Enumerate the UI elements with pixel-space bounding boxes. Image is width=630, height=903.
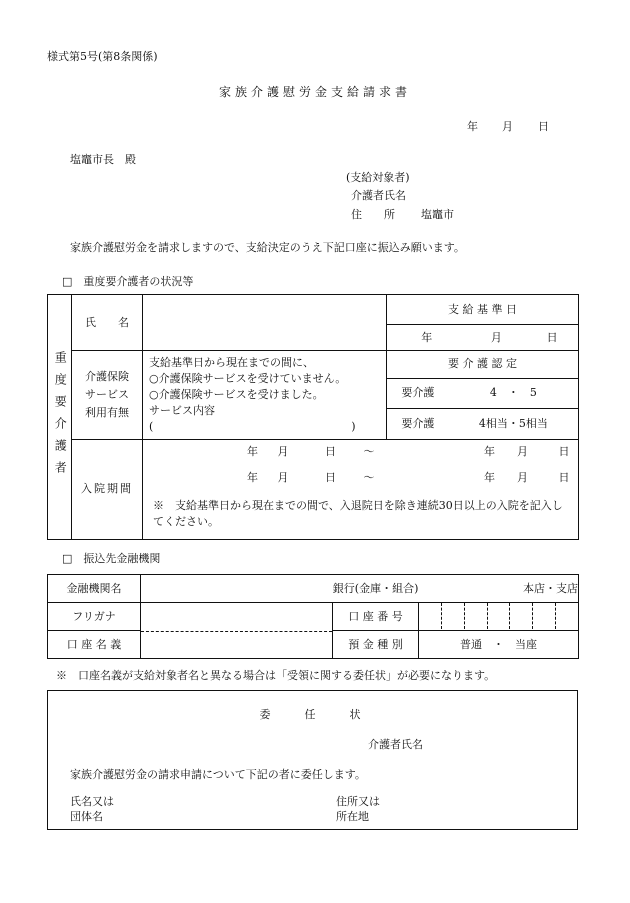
furigana-label: フリガナ bbox=[72, 609, 116, 623]
period-2-end-year: 年 bbox=[484, 470, 495, 484]
base-date-field[interactable] bbox=[387, 325, 579, 351]
period-2-start-month: 月 bbox=[277, 470, 289, 484]
period-1-end-month: 月 bbox=[517, 444, 528, 458]
request-text: 家族介護慰労金を請求しますので、支給決定のうえ下記口座に振込み願います。 bbox=[70, 241, 465, 254]
period-2-start-day: 日 bbox=[325, 470, 336, 484]
date-month-label: 月 bbox=[502, 120, 513, 133]
account-name-label: 口 座 名 義 bbox=[66, 637, 122, 651]
proxy-name-label-2: 団体名 bbox=[70, 810, 103, 823]
deposit-type-label: 預 金 種 別 bbox=[348, 637, 403, 651]
period-1-start-year: 年 bbox=[247, 444, 258, 458]
inst-label-cell bbox=[48, 575, 141, 603]
date-year-label: 年 bbox=[467, 120, 478, 133]
inst-label: 金融機関名 bbox=[66, 581, 122, 595]
base-date-label: 支 給 基 準 日 bbox=[448, 302, 517, 316]
proxy-title: 委 任 状 bbox=[259, 708, 365, 721]
insurance-label-3: 利用有無 bbox=[85, 405, 129, 419]
period-2-end-month: 月 bbox=[517, 470, 528, 484]
care-level-row-2[interactable] bbox=[387, 409, 579, 440]
insurance-option-no[interactable]: ○介護保険サービスを受けていません。 bbox=[149, 371, 347, 385]
insurance-label-2: サービス bbox=[85, 388, 129, 402]
applicant-address-value: 塩竈市 bbox=[421, 208, 454, 221]
inst-name-field[interactable] bbox=[141, 575, 579, 603]
care-level-value-1[interactable]: 4 ・ 5 bbox=[489, 386, 537, 400]
bank-kind: 銀行(金庫・組合) bbox=[332, 581, 419, 595]
period-1-end-year: 年 bbox=[484, 444, 495, 458]
bank-table bbox=[47, 574, 579, 659]
hospital-label-cell bbox=[72, 439, 143, 539]
branch-kind: 本店・支店 bbox=[523, 581, 579, 595]
section1-heading: □ 重度要介護者の状況等 bbox=[62, 275, 194, 288]
period-1-end-day: 日 bbox=[558, 444, 570, 458]
care-level-row-1[interactable] bbox=[387, 378, 579, 409]
period-2-tilde: 〜 bbox=[363, 470, 375, 484]
applicant-address-label: 住 所 bbox=[351, 208, 395, 221]
base-date-day: 日 bbox=[546, 330, 558, 344]
recipient-name-field[interactable] bbox=[143, 295, 387, 351]
hospital-period-1[interactable] bbox=[143, 442, 578, 462]
side-label-cell bbox=[48, 295, 72, 540]
account-holder-field[interactable] bbox=[141, 603, 333, 659]
deposit-type-label-cell bbox=[333, 631, 419, 659]
care-level-value-2[interactable]: 4相当・5相当 bbox=[478, 416, 548, 430]
deposit-type-field[interactable] bbox=[419, 631, 579, 659]
care-recipient-table bbox=[47, 294, 579, 540]
proxy-name-label-1: 氏名又は bbox=[70, 795, 114, 808]
deposit-type-value[interactable]: 普通 ・ 当座 bbox=[460, 637, 537, 651]
care-level-label-1: 要介護 bbox=[401, 386, 435, 400]
account-number-label: 口 座 番 号 bbox=[348, 609, 403, 623]
base-date-month: 月 bbox=[490, 330, 502, 344]
insurance-options-cell[interactable] bbox=[143, 351, 387, 440]
service-content-label: サービス内容 bbox=[149, 403, 215, 417]
proxy-body: 家族介護慰労金の請求申請について下記の者に委任します。 bbox=[70, 768, 366, 781]
care-level-label-2: 要介護 bbox=[401, 416, 435, 430]
section2-heading: □ 振込先金融機関 bbox=[62, 552, 161, 565]
name-label: 氏 名 bbox=[85, 315, 129, 329]
account-number-label-cell bbox=[333, 603, 419, 631]
base-date-label-cell bbox=[387, 295, 579, 325]
base-date-year: 年 bbox=[421, 330, 433, 344]
form-title: 家族介護慰労金支給請求書 bbox=[218, 85, 411, 99]
account-name-note: ※ 口座名義が支給対象者名と異なる場合は「受領に関する委任状」が必要になります。 bbox=[56, 669, 496, 682]
addressee: 塩竈市長 殿 bbox=[70, 153, 136, 166]
applicant-heading: (支給対象者) bbox=[346, 171, 410, 184]
period-2-start-year: 年 bbox=[247, 470, 258, 484]
period-1-start-day: 日 bbox=[325, 444, 336, 458]
hospital-label: 入院期間 bbox=[81, 482, 133, 496]
furigana-label-cell bbox=[48, 603, 141, 631]
account-number-field[interactable] bbox=[419, 603, 579, 631]
date-day-label: 日 bbox=[538, 120, 549, 133]
insurance-label-cell bbox=[72, 351, 143, 440]
name-label-cell bbox=[72, 295, 143, 351]
insurance-option-yes[interactable]: ○介護保険サービスを受けました。 bbox=[149, 387, 324, 401]
form-number: 様式第5号(第8条関係) bbox=[47, 50, 158, 63]
care-cert-label-cell bbox=[387, 351, 579, 379]
insurance-label-1: 介護保険 bbox=[85, 370, 129, 384]
account-name-label-cell bbox=[48, 631, 141, 659]
proxy-address-label-2: 所在地 bbox=[336, 810, 369, 823]
hospital-note: ※ 支給基準日から現在までの間で、入退院日を除き連続30日以上の入院を記入してください。 bbox=[153, 498, 563, 529]
period-1-start-month: 月 bbox=[277, 444, 289, 458]
insurance-option-intro: 支給基準日から現在までの間に、 bbox=[149, 356, 314, 369]
side-label: 重度要介護者 bbox=[53, 350, 68, 483]
proxy-address-label-1: 住所又は bbox=[336, 795, 380, 808]
period-1-tilde: 〜 bbox=[363, 444, 375, 458]
account-number-digits[interactable] bbox=[419, 603, 578, 630]
period-2-end-day: 日 bbox=[558, 470, 570, 484]
care-cert-label: 要 介 護 認 定 bbox=[448, 357, 517, 371]
applicant-name-label: 介護者氏名 bbox=[351, 189, 406, 202]
hospital-period-2[interactable] bbox=[143, 468, 578, 488]
service-content-field[interactable]: ( ) bbox=[149, 419, 356, 433]
hospital-period-cell[interactable] bbox=[143, 439, 579, 539]
proxy-box bbox=[47, 690, 578, 830]
proxy-caregiver-label: 介護者氏名 bbox=[368, 738, 423, 751]
